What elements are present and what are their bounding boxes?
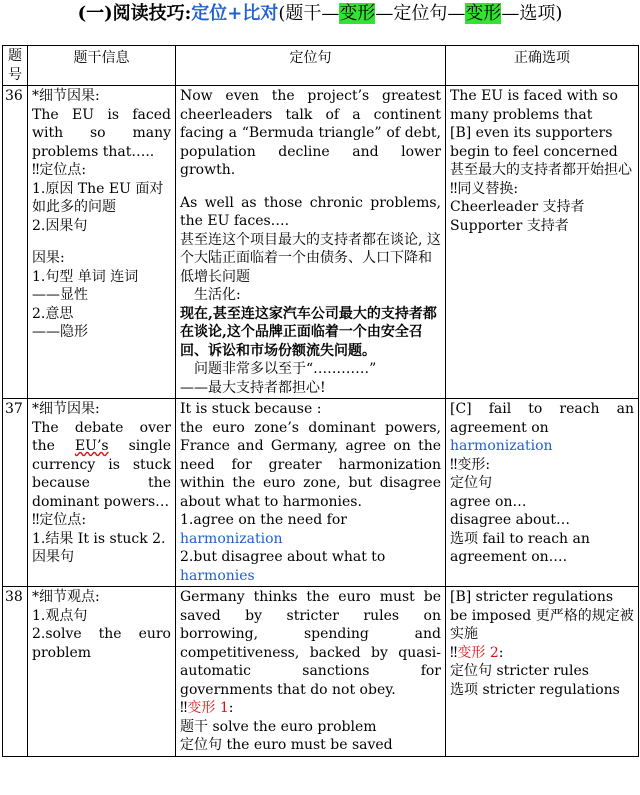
locator-point-2 bbox=[180, 548, 441, 585]
stem-cell bbox=[28, 399, 176, 587]
answer-option: [B] even its supporters begin to feel concerned bbox=[450, 125, 618, 160]
stem-locator-2: 2.solve the euro problem bbox=[32, 626, 171, 661]
header-answer: 正确选项 bbox=[446, 46, 639, 86]
stem-cause-4: ——隐形 bbox=[32, 324, 88, 340]
answer-variation-label bbox=[450, 644, 634, 663]
question-number: 37 bbox=[3, 399, 28, 587]
answer-variation-mark: ‼ bbox=[450, 644, 458, 661]
table-row bbox=[3, 587, 639, 757]
header-num: 题号 bbox=[3, 46, 28, 86]
locator-point-1 bbox=[180, 511, 441, 548]
title-highlight-1: 变形 bbox=[339, 3, 376, 24]
locator-translation: 甚至连这个项目最大的支持者都在谈论, 这个大陆正面临着一个由债务、人口下降和低增长问题 bbox=[180, 231, 441, 285]
locator-variation-1: 题干 solve the euro problem bbox=[180, 718, 377, 735]
answer-variation-colon: : bbox=[498, 644, 504, 661]
table-row bbox=[3, 86, 639, 399]
answer-harmonization-link[interactable]: harmonization bbox=[450, 438, 553, 454]
table-row bbox=[3, 399, 639, 587]
title-part-3: —选项) bbox=[501, 3, 563, 24]
locator-variation-mark: ‼ bbox=[180, 700, 188, 716]
header-row bbox=[3, 46, 639, 86]
title-highlight-2: 变形 bbox=[465, 3, 502, 24]
answer-variation-2: agree on… bbox=[450, 493, 527, 510]
stem-text bbox=[32, 419, 171, 512]
locator-variation-2: 定位句 the euro must be saved bbox=[180, 737, 393, 753]
answer-variation-label: ‼变形: bbox=[450, 456, 491, 473]
header-stem: 题干信息 bbox=[28, 46, 176, 86]
locator-sentence-2: As well as those chronic problems, the EU faces…. bbox=[180, 194, 441, 229]
title-part-1: (题干— bbox=[278, 3, 340, 24]
answer-variation-red: 变形 2 bbox=[457, 644, 499, 661]
locator-cell bbox=[176, 587, 446, 757]
answer-translation: 甚至最大的支持者都开始担心 bbox=[450, 162, 632, 178]
answer-variation-1: 定位句 stricter rules bbox=[450, 663, 589, 679]
answer-cell bbox=[446, 587, 639, 757]
stem-cause-2: ——显性 bbox=[32, 287, 88, 303]
locator-variation-red: 变形 1 bbox=[187, 700, 229, 716]
locator-sentence: Germany thinks the euro must be saved by stricter rules on borrowing, spending and competitiveness, backed by quasi-automatic sanctions for governments that do not obey. bbox=[180, 589, 441, 698]
answer-variation-2: 选项 stricter regulations bbox=[450, 681, 620, 698]
answer-synonym-2: Supporter 支持者 bbox=[450, 217, 569, 234]
locator-variation-label bbox=[180, 699, 441, 718]
answer-variation-1: 定位句 bbox=[450, 475, 492, 491]
stem-cell bbox=[28, 86, 176, 399]
stem-locator-label: ‼定位点: bbox=[32, 512, 87, 528]
stem-locator-label: ‼定位点: bbox=[32, 162, 87, 178]
stem-cause-label: 因果: bbox=[32, 250, 65, 266]
answer-synonym-label: ‼同义替换: bbox=[450, 180, 519, 197]
stem-text-pre: The debate over the bbox=[32, 419, 171, 454]
title-method: 定位+比对 bbox=[191, 3, 279, 24]
harmonization-link[interactable]: harmonization bbox=[180, 530, 283, 547]
question-number: 36 bbox=[3, 86, 28, 399]
answer-option: [B] stricter regulations be imposed 更严格的规定被实施 bbox=[450, 589, 634, 642]
locator-summary-1: 问题非常多以至于“…………” bbox=[194, 361, 377, 377]
locator-cell bbox=[176, 399, 446, 587]
stem-type: *细节因果: bbox=[32, 401, 100, 417]
stem-cause-1: 1.句型 单词 连词 bbox=[32, 268, 139, 285]
answer-option: [C] fail to reach an agreement on bbox=[450, 401, 634, 436]
answer-variation-4: 选项 fail to reach an agreement on…. bbox=[450, 530, 590, 565]
stem-cause-3: 2.意思 bbox=[32, 305, 74, 322]
answer-stem: The EU is faced with so many problems that bbox=[450, 88, 618, 123]
page-title bbox=[0, 0, 640, 42]
locator-cell bbox=[176, 86, 446, 399]
locator-everyday-text: 现在,甚至连这家汽车公司最大的支持者都在谈论,这个品牌正面临着一个由安全召回、诉讼和市场份额流失问题。 bbox=[180, 305, 437, 359]
stem-locator-1: 1.原因 The EU 面对如此多的问题 bbox=[32, 180, 164, 215]
answer-synonym-1: Cheerleader 支持者 bbox=[450, 199, 585, 215]
stem-locator-1: 1.结果 It is stuck 2.因果句 bbox=[32, 530, 166, 565]
stem-type: *细节观点: bbox=[32, 589, 100, 605]
question-number: 38 bbox=[3, 587, 28, 757]
locator-variation-colon: : bbox=[228, 700, 234, 716]
stem-text-post: single currency is stuck because the dominant powers… bbox=[32, 438, 171, 510]
locator-point-2-text: 2.but disagree about what to bbox=[180, 549, 386, 565]
stem-locator-1: 1.观点句 bbox=[32, 607, 88, 624]
answer-cell bbox=[446, 86, 639, 399]
reading-skills-table bbox=[2, 45, 639, 757]
harmonies-link[interactable]: harmonies bbox=[180, 567, 255, 584]
answer-cell bbox=[446, 399, 639, 587]
stem-text-flagged: EU’s bbox=[74, 438, 109, 454]
locator-summary-2: ——最大支持者都担心! bbox=[180, 379, 326, 396]
locator-sentence: Now even the project’s greatest cheerleaders talk of a continent facing a “Bermuda triangle” of debt, population decline and lower growth. bbox=[180, 88, 441, 178]
title-prefix: (一)阅读技巧: bbox=[77, 3, 192, 24]
stem-text: The EU is faced with so many problems that….. bbox=[32, 106, 171, 160]
locator-everyday-label: 生活化: bbox=[194, 287, 241, 303]
title-part-2: —定位句— bbox=[375, 3, 466, 24]
header-locator: 定位句 bbox=[176, 46, 446, 86]
stem-cell bbox=[28, 587, 176, 757]
answer-variation-3: disagree about… bbox=[450, 512, 571, 528]
locator-point-1-text: 1.agree on the need for bbox=[180, 512, 347, 528]
locator-sentence-2: the euro zone’s dominant powers, France and Germany, agree on the need for greater harmonization within the euro zone, but disagree about what to harmonies. bbox=[180, 419, 441, 510]
stem-type: *细节因果: bbox=[32, 88, 100, 104]
stem-locator-2: 2.因果句 bbox=[32, 217, 88, 234]
locator-sentence: It is stuck because : bbox=[180, 401, 322, 417]
